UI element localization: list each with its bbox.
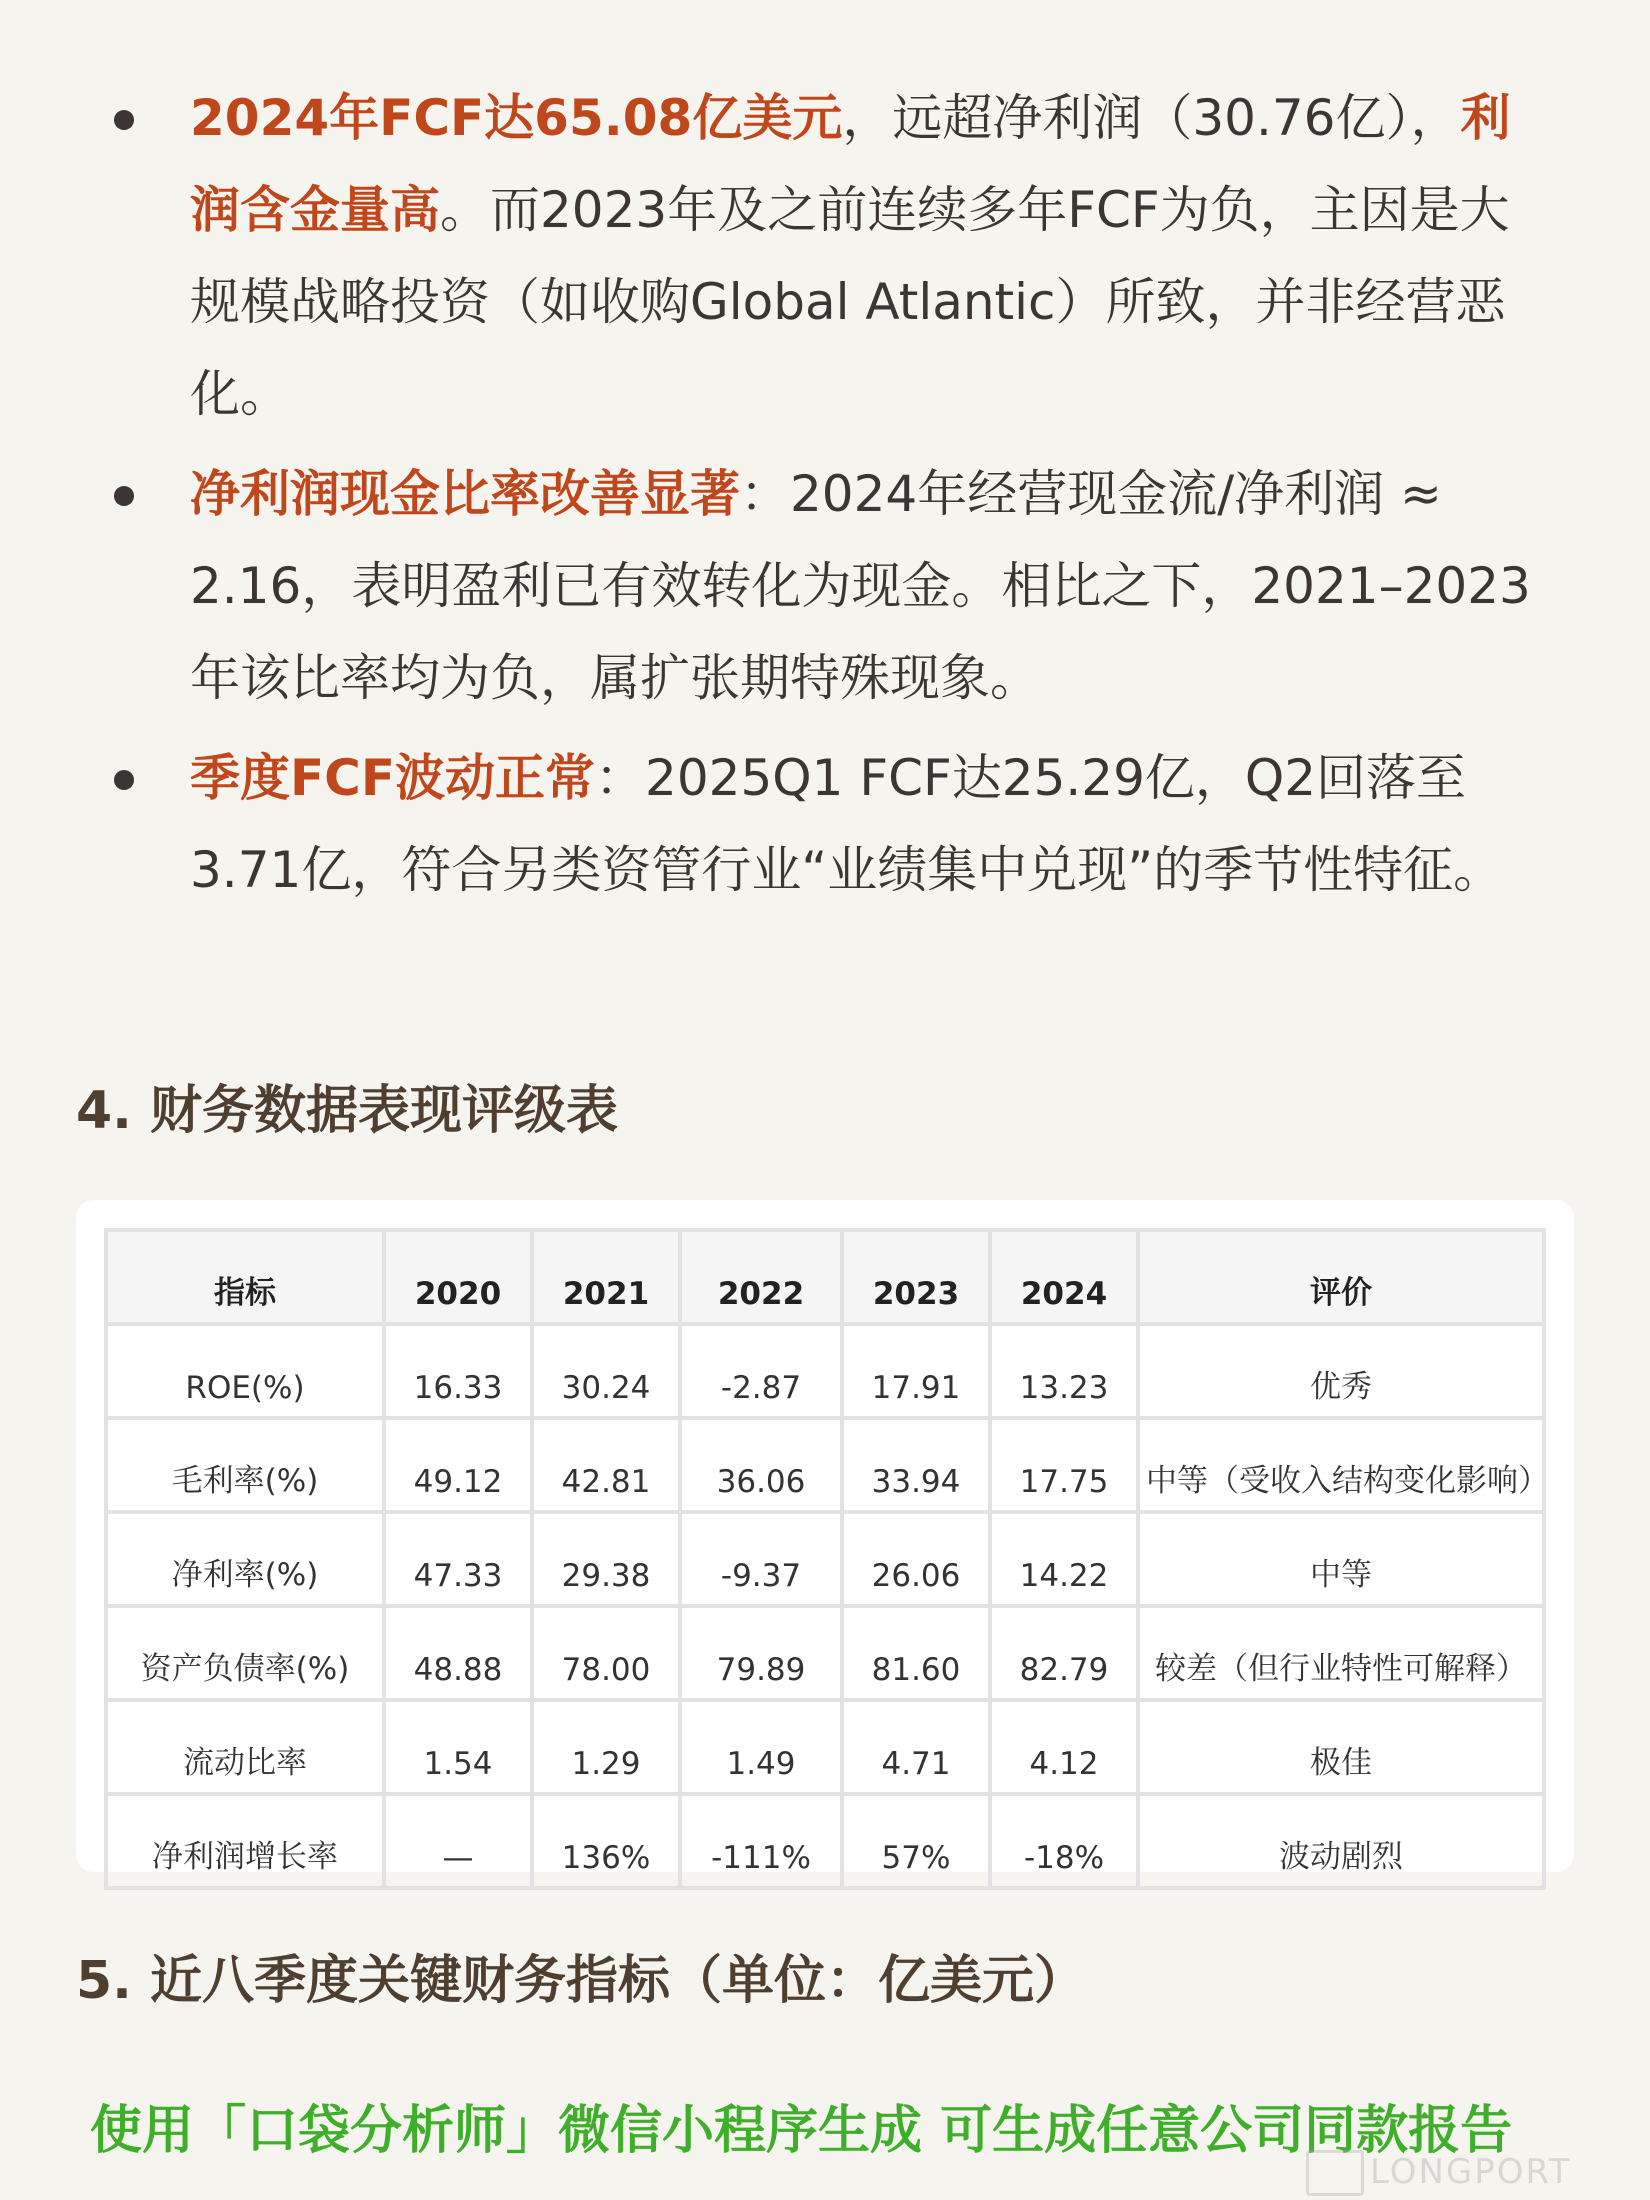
table-cell: 33.94 (842, 1418, 990, 1512)
table-row (106, 1324, 1544, 1418)
table-cell: 82.79 (990, 1606, 1138, 1700)
table-row (106, 1606, 1544, 1700)
table-row (106, 1794, 1544, 1888)
table-cell: 13.23 (990, 1324, 1138, 1418)
bullet-dot-icon (114, 486, 134, 506)
table-cell: 47.33 (384, 1512, 532, 1606)
table-cell: 中等 (1138, 1512, 1544, 1606)
table-cell: 17.91 (842, 1324, 990, 1418)
bullet-highlight: 利润含金量高 (190, 89, 1511, 239)
table-card (76, 1200, 1574, 1876)
table-cell: 较差（但行业特性可解释） (1138, 1606, 1544, 1700)
table-cell: 1.29 (532, 1700, 680, 1794)
section-title-rating-table: 4. 财务数据表现评级表 (76, 1081, 619, 1141)
table-cell: 4.71 (842, 1700, 990, 1794)
table-cell: 14.22 (990, 1512, 1138, 1606)
table-cell: 净利率(%) (106, 1512, 384, 1606)
table-cell: 流动比率 (106, 1700, 384, 1794)
bullet-highlight: 2024年FCF达65.08亿美元 (190, 89, 843, 147)
bullet-text: ，远超净利润（30.76亿）， (842, 89, 1461, 147)
table-cell: -111% (680, 1794, 842, 1888)
table-row (106, 1512, 1544, 1606)
bullet-list (0, 72, 1650, 916)
table-cell: 极佳 (1138, 1700, 1544, 1794)
footer-cta-banner[interactable]: 使用「口袋分析师」微信小程序生成 可生成任意公司同款报告 (90, 2101, 1513, 2161)
table-cell: 42.81 (532, 1418, 680, 1512)
table-cell: -18% (990, 1794, 1138, 1888)
table-header-row (106, 1230, 1544, 1324)
table-cell: 毛利率(%) (106, 1418, 384, 1512)
bullet-text: 。而2023年及之前连续多年FCF为负，主因是大规模战略投资（如收购Global Atlantic）所致，并非经营恶化。 (190, 181, 1510, 423)
header-cell: 2020 (384, 1230, 532, 1324)
table-cell: 29.38 (532, 1512, 680, 1606)
table-cell: 136% (532, 1794, 680, 1888)
table-cell: 资产负债率(%) (106, 1606, 384, 1700)
table-row (106, 1418, 1544, 1512)
table-cell: 1.49 (680, 1700, 842, 1794)
header-cell: 指标 (106, 1230, 384, 1324)
bullet-item-cash-ratio (0, 448, 1650, 724)
table-cell: 中等（受收入结构变化影响） (1138, 1418, 1544, 1512)
table-cell: 4.12 (990, 1700, 1138, 1794)
bullet-text: ：2024年经营现金流/净利润 ≈ 2.16，表明盈利已有效转化为现金。相比之下，2021–2023年该比率均为负，属扩张期特殊现象。 (190, 465, 1531, 707)
table-cell: 81.60 (842, 1606, 990, 1700)
table-cell: 26.06 (842, 1512, 990, 1606)
bullet-highlight: 季度FCF波动正常 (190, 749, 596, 807)
bullet-text: ：2025Q1 FCF达25.29亿，Q2回落至3.71亿，符合另类资管行业“业绩集中兑现”的季节性特征。 (190, 749, 1504, 899)
header-cell: 2023 (842, 1230, 990, 1324)
bullet-highlight: 净利润现金比率改善显著 (190, 465, 740, 523)
table-cell: 16.33 (384, 1324, 532, 1418)
table-cell: 48.88 (384, 1606, 532, 1700)
table-cell: ROE(%) (106, 1324, 384, 1418)
table-cell: 净利润增长率 (106, 1794, 384, 1888)
table-cell: 30.24 (532, 1324, 680, 1418)
bullet-dot-icon (114, 110, 134, 130)
table-cell: 57% (842, 1794, 990, 1888)
table-cell: -2.87 (680, 1324, 842, 1418)
table-cell: 波动剧烈 (1138, 1794, 1544, 1888)
watermark-logo-icon (1306, 2150, 1364, 2196)
header-cell: 评价 (1138, 1230, 1544, 1324)
table-cell: -9.37 (680, 1512, 842, 1606)
watermark-text: LONGPORT (1370, 2152, 1572, 2192)
table-cell: 78.00 (532, 1606, 680, 1700)
bullet-dot-icon (114, 770, 134, 790)
section-title-quarterly: 5. 近八季度关键财务指标（单位：亿美元） (76, 1951, 1087, 2011)
bullet-item-fcf (0, 72, 1650, 440)
table-cell: 36.06 (680, 1418, 842, 1512)
header-cell: 2022 (680, 1230, 842, 1324)
header-cell: 2024 (990, 1230, 1138, 1324)
table-cell: — (384, 1794, 532, 1888)
bullet-item-quarterly-fcf (0, 732, 1650, 916)
table-cell: 优秀 (1138, 1324, 1544, 1418)
table-cell: 1.54 (384, 1700, 532, 1794)
table-cell: 79.89 (680, 1606, 842, 1700)
table-row (106, 1700, 1544, 1794)
table-cell: 17.75 (990, 1418, 1138, 1512)
header-cell: 2021 (532, 1230, 680, 1324)
table-cell: 49.12 (384, 1418, 532, 1512)
rating-table (104, 1228, 1549, 1890)
